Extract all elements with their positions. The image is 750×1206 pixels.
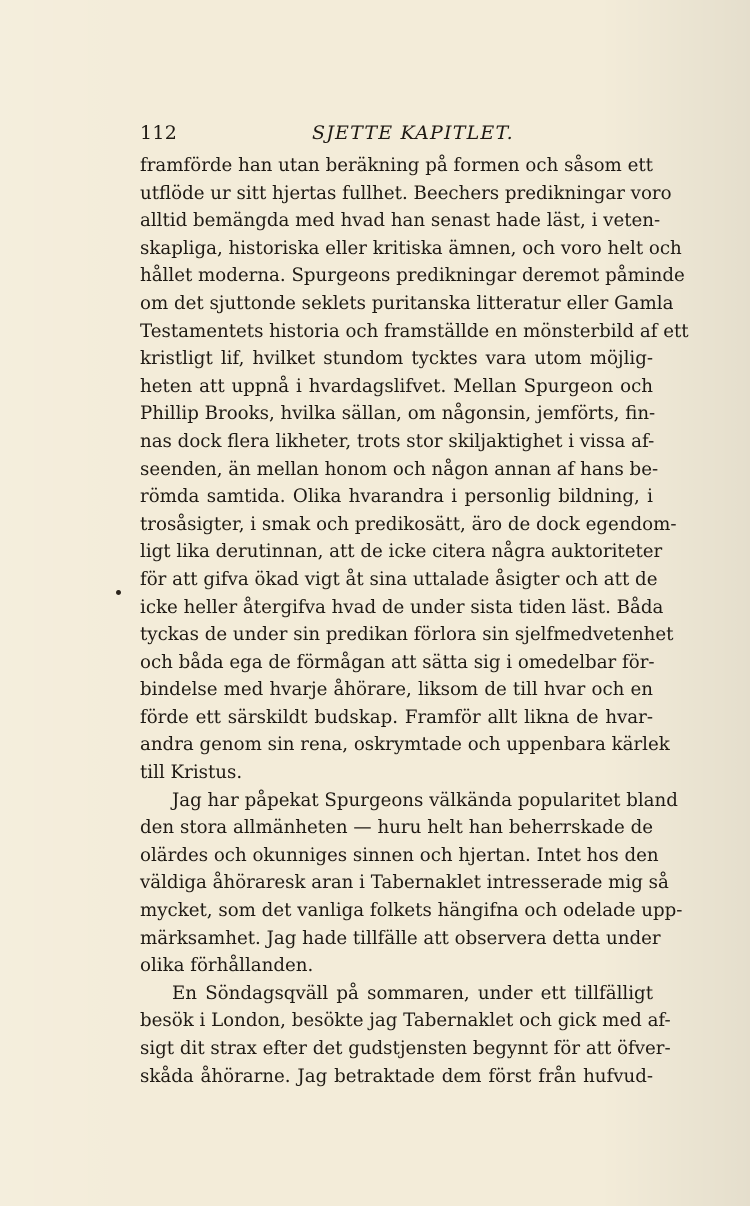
text-line: Phillip Brooks, hvilka sällan, om någonsin, jemförts, fin- — [140, 403, 656, 425]
text-line: om det sjuttonde seklets puritanska litteratur eller Gamla — [140, 292, 674, 314]
text-line: sigt dit strax efter det gudstjensten begynnt för att öfver- — [140, 1038, 671, 1059]
text-line: skapliga, historiska eller kritiska ämnen, och voro helt och — [140, 237, 682, 259]
text-line: tyckas de under sin predikan förlora sin sjelfmedvetenhet — [140, 624, 674, 646]
text-line: heten att uppnå i hvardagslifvet. Mellan Spurgeon och — [140, 375, 653, 397]
text-line: mycket, som det vanliga folkets hängifna och odelade upp- — [140, 900, 683, 922]
text-line: och båda ega de förmågan att sätta sig i omedelbar för- — [140, 651, 655, 673]
body-text — [140, 152, 689, 1090]
text-line: Testamentets historia och framställde en mönsterbild af ett — [140, 320, 689, 342]
text-line: framförde han utan beräkning på formen och såsom ett — [140, 155, 653, 176]
text-line: seenden, än mellan honom och någon annan af hans be- — [140, 458, 659, 480]
text-line: olärdes och okunniges sinnen och hjertan. Intet hos den — [140, 844, 659, 866]
text-line: römda samtida. Olika hvarandra i personlig bildning, i — [140, 486, 653, 508]
text-line: olika förhållanden. — [140, 955, 314, 977]
text-line: märksamhet. Jag hade tillfälle att observera detta under — [140, 927, 661, 949]
text-line: andra genom sin rena, oskrymtade och uppenbara kärlek — [140, 734, 670, 756]
text-line: väldiga åhöraresk aran i Tabernaklet intresserade mig så — [140, 872, 669, 894]
page-number: 112 — [140, 122, 178, 144]
text-line: icke heller återgifva hvad de under sista tiden läst. Båda — [140, 596, 664, 618]
text-line: besök i London, besökte jag Tabernaklet och gick med af- — [140, 1010, 671, 1032]
text-line: hållet moderna. Spurgeons predikningar deremot påminde — [140, 265, 685, 287]
text-line: alltid bemängda med hvad han senast hade läst, i veten- — [140, 210, 661, 232]
text-line: Jag har påpekat Spurgeons välkända popularitet bland — [172, 789, 678, 811]
text-line: trosåsigter, i smak och predikosätt, äro de dock egendom- — [140, 513, 677, 535]
text-line: utflöde ur sitt hjertas fullhet. Beechers predikningar voro — [140, 182, 672, 204]
text-line: bindelse med hvarje åhörare, liksom de till hvar och en — [140, 679, 653, 701]
text-line: för att gifva ökad vigt åt sina uttalade åsigter och att de — [140, 568, 658, 590]
text-line: den stora allmänheten — huru helt han beherrskade de — [140, 817, 653, 839]
running-head: SJETTE KAPITLET. — [312, 122, 514, 144]
page-header — [140, 118, 640, 148]
text-line: skåda åhörarne. Jag betraktade dem först från hufvud- — [140, 1065, 653, 1087]
text-line: förde ett särskildt budskap. Framför allt likna de hvar- — [140, 706, 653, 728]
text-line: nas dock flera likheter, trots stor skiljaktighet i vissa af- — [140, 430, 655, 452]
text-line: till Kristus. — [140, 762, 243, 784]
text-line: En Söndagsqväll på sommaren, under ett tillfälligt — [172, 982, 653, 1004]
text-line: ligt lika derutinnan, att de icke citera några auktoriteter — [140, 541, 663, 563]
text-line: kristligt lif, hvilket stundom tycktes vara utom möjlig- — [140, 348, 653, 370]
margin-mark — [116, 590, 121, 595]
